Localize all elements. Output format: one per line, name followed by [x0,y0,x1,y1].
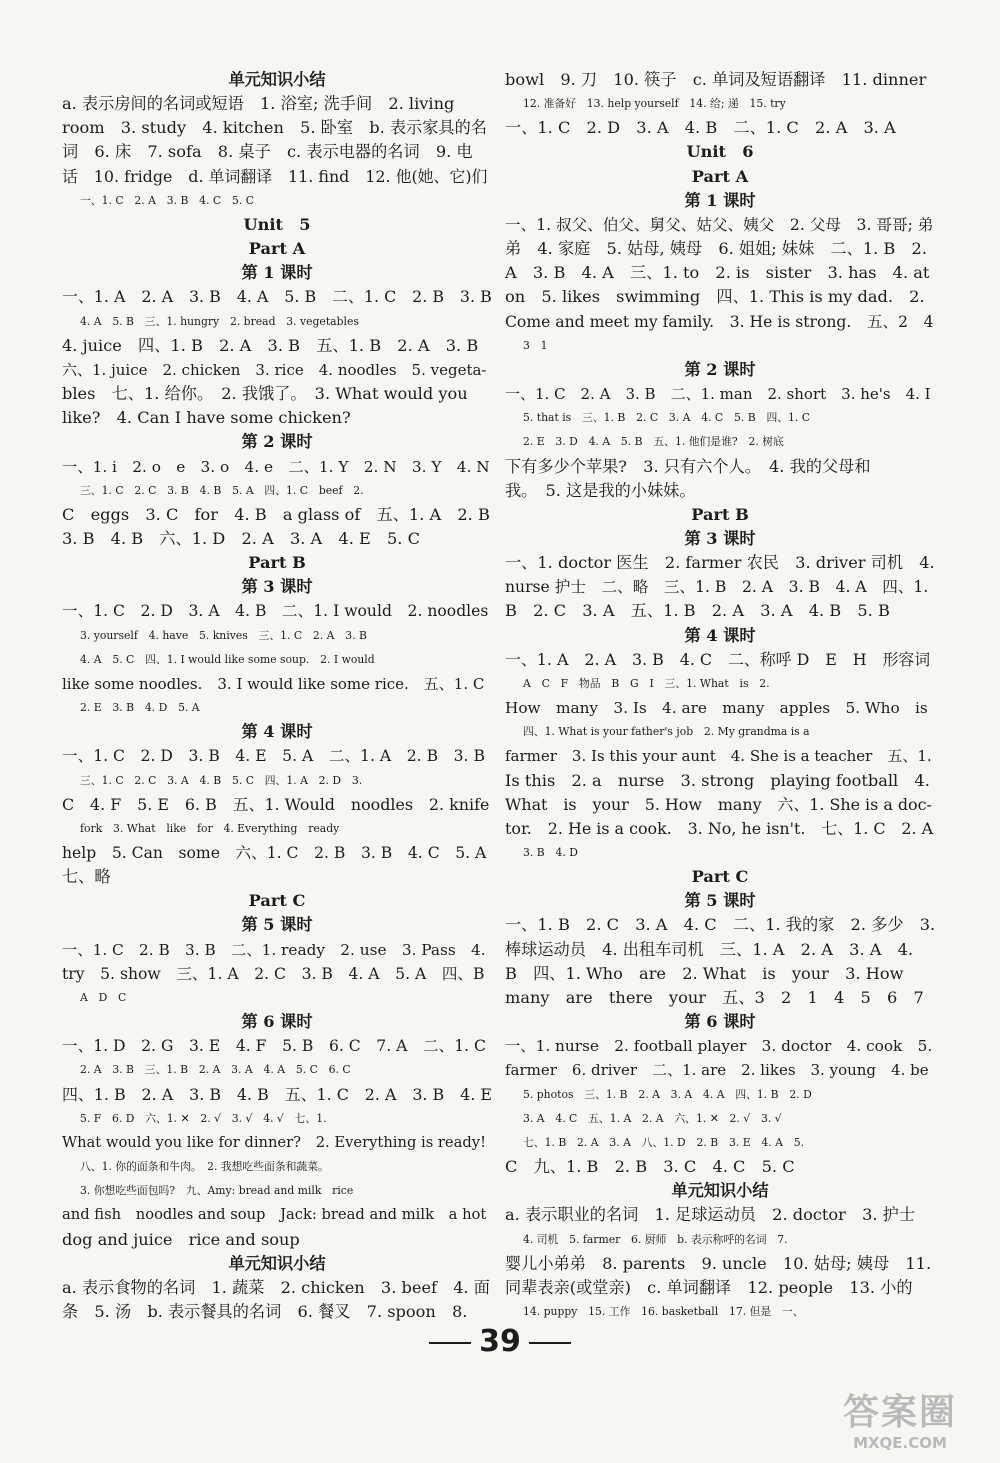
answer-line: 三、1. C 2. C 3. A 4. B 5. C 四、1. A 2. D 3. [80,773,363,787]
section-heading: 第 3 课时 [684,528,756,548]
answer-line: C 九、1. B 2. B 3. C 4. C 5. C [505,1157,795,1177]
section-heading: Part A [691,166,749,186]
answer-line: 一、1. A 2. A 3. B 4. A 5. B 二、1. C 2. B 3. B [62,287,492,307]
section-heading: 第 2 课时 [241,432,313,452]
answer-line: B 2. C 3. A 五、1. B 2. A 3. A 4. B 5. B [505,601,890,621]
answer-line: 2. E 3. B 4. D 5. A [80,701,200,715]
answer-line: 婴儿小弟弟 8. parents 9. uncle 10. 姑母; 姨母 11. [505,1253,932,1273]
section-heading: Part C [248,891,306,911]
answer-line: 一、1. nurse 2. football player 3. doctor 4. cook 5. [505,1037,933,1056]
answer-line: on 5. likes swimming 四、1. This is my dad. 2. [505,287,925,307]
answer-line: many are there your 五、3 2 1 4 5 6 7 [505,987,924,1007]
answer-line: 3. yourself 4. have 5. knives 三、1. C 2. A 3. B [80,628,367,642]
section-heading: Part C [691,867,749,887]
answer-line: 弟 4. 家庭 5. 姑母, 姨母 6. 姐姐; 妹妹 二、1. B 2. [505,239,927,259]
answer-line: and fish noodles and soup Jack: bread and milk a hot [62,1206,487,1224]
section-heading: Part B [691,504,749,524]
answer-line: 四、1. What is your father's job 2. My grandma is a [523,725,810,739]
answer-line: like? 4. Can I have some chicken? [62,408,351,428]
answer-line: tor. 2. He is a cook. 3. No, he isn't. 七、1. C 2. A [505,818,934,838]
answer-line: 3. A 4. C 五、1. A 2. A 六、1. ✕ 2. √ 3. √ [523,1111,782,1125]
footer-dash-right [529,1342,571,1344]
section-heading: 第 2 课时 [684,359,756,379]
answer-line: A 3. B 4. A 三、1. to 2. is sister 3. has 4. at [505,263,930,283]
section-heading: 第 3 课时 [241,577,313,597]
section-heading: 第 5 课时 [684,891,756,911]
answer-line: 话 10. fridge d. 单词翻译 11. find 12. 他(她、它)们 [62,166,488,186]
answer-line: bles 七、1. 给你。 2. 我饿了。 3. What would you [62,384,468,404]
answer-line: A C F 物品 B G I 三、1. What is 2. [523,676,770,690]
section-heading: 第 1 课时 [241,263,313,283]
section-heading: 第 5 课时 [241,915,313,935]
answer-line: try 5. show 三、1. A 2. C 3. B 4. A 5. A 四、B [62,964,485,983]
answer-line: 词 6. 床 7. sofa 8. 桌子 c. 表示电器的名词 9. 电 [62,142,473,162]
answer-line: 一、1. 叔父、伯父、舅父、姑父、姨父 2. 父母 3. 哥哥; 弟 [505,215,934,234]
answer-line: 一、1. C 2. D 3. A 4. B 二、1. C 2. A 3. A [505,118,896,138]
footer-dash-left [429,1342,471,1344]
answer-line: a. 表示职业的名词 1. 足球运动员 2. doctor 3. 护士 [505,1205,916,1225]
answer-line: 4. 司机 5. farmer 6. 厨师 b. 表示称呼的名词 7. [523,1232,788,1246]
answer-line: 3. B 4. B 六、1. D 2. A 3. A 4. E 5. C [62,528,420,548]
answer-line: 七、略 [62,867,111,887]
answer-line: 3. B 4. D [523,846,578,859]
answer-line: 一、1. C 2. B 3. B 二、1. ready 2. use 3. Pass 4. [62,940,486,959]
watermark-main-text: 答案圈 [842,1392,957,1433]
answer-line: 一、1. doctor 医生 2. farmer 农民 3. driver 司机 4. [505,553,935,573]
answer-line: 一、1. B 2. C 3. A 4. C 二、1. 我的家 2. 多少 3. [505,915,936,935]
answer-line: farmer 3. Is this your aunt 4. She is a teacher 五、1. [505,747,932,766]
answer-line: 3 1 [523,338,548,352]
section-heading: Unit 6 [686,142,754,162]
answer-line: farmer 6. driver 二、1. are 2. likes 3. young 4. be [505,1061,929,1080]
answer-line: 2. E 3. D 4. A 5. B 五、1. 他们是谁? 2. 树底 [523,435,784,449]
answer-line: 5. that is 三、1. B 2. C 3. A 4. C 5. B 四、1. C [523,411,811,425]
section-heading: 单元知识小结 [228,70,326,89]
answer-line: 14. puppy 15. 工作 16. basketball 17. 但是 一、 [523,1304,804,1318]
section-heading: 第 1 课时 [684,190,756,210]
section-heading: 单元知识小结 [671,1181,769,1201]
answer-line: 4. A 5. B 三、1. hungry 2. bread 3. vegetables [80,314,359,328]
section-heading: Part A [248,239,306,259]
watermark-site-text: MXQE.COM [853,1434,947,1452]
left-answer-column [62,68,492,1324]
answer-line: 三、1. C 2. C 3. B 4. B 5. A 四、1. C beef 2. [80,483,364,497]
section-heading: Part B [248,553,306,573]
answer-line: 一、1. C 2. A 3. B 二、1. man 2. short 3. he's 4. I [505,385,931,404]
answer-line: 我。 5. 这是我的小妹妹。 [505,480,696,500]
answer-line: 5. photos 三、1. B 2. A 3. A 4. A 四、1. B 2. D [523,1087,812,1101]
answer-line: 一、1. A 2. A 3. B 4. C 二、称呼 D E H 形容词 [505,649,931,669]
answer-line: A D C [80,990,127,1004]
answer-line: 一、1. i 2. o e 3. o 4. e 二、1. Y 2. N 3. Y 4. N [62,457,490,476]
answer-line: a. 表示食物的名词 1. 蔬菜 2. chicken 3. beef 4. 面 [62,1277,490,1297]
answer-line: 一、1. C 2. D 3. B 4. E 5. A 二、1. A 2. B 3. B [62,747,485,766]
section-heading: 第 6 课时 [241,1012,313,1032]
answer-line: Come and meet my family. 3. He is strong. 五、2 4 [505,312,934,331]
answer-line: 4. juice 四、1. B 2. A 3. B 五、1. B 2. A 3. B [62,335,479,355]
page-footer [0,1324,1000,1359]
answer-line: 四、1. B 2. A 3. B 4. B 五、1. C 2. A 3. B 4. E [62,1084,492,1104]
answer-line: 5. F 6. D 六、1. ✕ 2. √ 3. √ 4. √ 七、1. [80,1111,327,1125]
answer-line: 条 5. 汤 b. 表示餐具的名词 6. 餐叉 7. spoon 8. [62,1301,468,1321]
answer-line: 3. 你想吃些面包吗? 九、Amy: bread and milk rice [80,1184,354,1198]
answer-line: bowl 9. 刀 10. 筷子 c. 单词及短语翻译 11. dinner [505,70,927,89]
section-heading: 第 6 课时 [684,1012,756,1032]
answer-line: B 四、1. Who are 2. What is your 3. How [505,963,904,983]
answer-line: dog and juice rice and soup [62,1229,300,1249]
answer-line: 六、1. juice 2. chicken 3. rice 4. noodles 5. vegeta- [62,360,487,379]
answer-line: 12. 准备好 13. help yourself 14. 给; 递 15. try [523,97,786,111]
page-number: 39 [479,1324,521,1359]
answer-line: 八、1. 你的面条和牛肉。 2. 我想吃些面条和蔬菜。 [80,1160,329,1174]
answer-line: 4. A 5. C 四、1. I would like some soup. 2. I would [80,652,375,666]
answer-line: What is your 5. How many 六、1. She is a doc- [505,794,932,814]
section-heading: 第 4 课时 [684,625,756,645]
answer-line: fork 3. What like for 4. Everything ready [80,821,340,835]
answer-line: like some noodles. 3. I would like some rice. 五、1. C [62,674,485,693]
answer-line: What would you like for dinner? 2. Everything is ready! [62,1133,486,1151]
answer-line: 棒球运动员 4. 出租车司机 三、1. A 2. A 3. A 4. [505,939,914,959]
answer-line: a. 表示房间的名词或短语 1. 浴室; 洗手间 2. living [62,94,455,114]
section-heading: 单元知识小结 [228,1253,326,1273]
answer-line: 一、1. C 2. A 3. B 4. C 5. C [80,193,254,207]
right-answer-column [505,68,935,1324]
answer-line: How many 3. Is 4. are many apples 5. Who is [505,699,928,718]
watermark-logo [810,1392,990,1460]
answer-line: 下有多少个苹果? 3. 只有六个人。 4. 我的父母和 [505,456,871,476]
answer-line: room 3. study 4. kitchen 5. 卧室 b. 表示家具的名 [62,118,487,138]
answer-line: 2. A 3. B 三、1. B 2. A 3. A 4. A 5. C 6. C [80,1063,351,1077]
answer-line: 同辈表亲(或堂亲) c. 单词翻译 12. people 13. 小的 [505,1277,913,1297]
section-heading: 第 4 课时 [241,722,313,742]
answer-line: help 5. Can some 六、1. C 2. B 3. B 4. C 5. A [62,844,487,862]
section-heading: Unit 5 [243,214,311,234]
answer-line: nurse 护士 二、略 三、1. B 2. A 3. B 4. A 四、1. [505,578,929,597]
answer-line: Is this 2. a nurse 3. strong playing football 4. [505,770,930,790]
answer-line: 一、1. C 2. D 3. A 4. B 二、1. I would 2. noodles [62,602,489,621]
answer-line: 一、1. D 2. G 3. E 4. F 5. B 6. C 7. A 二、1. C [62,1037,486,1056]
answer-line: C 4. F 5. E 6. B 五、1. Would noodles 2. knife [62,794,490,814]
answer-line: 七、1. B 2. A 3. A 八、1. D 2. B 3. E 4. A 5. [523,1135,804,1149]
answer-line: C eggs 3. C for 4. B a glass of 五、1. A 2. B [62,504,490,524]
